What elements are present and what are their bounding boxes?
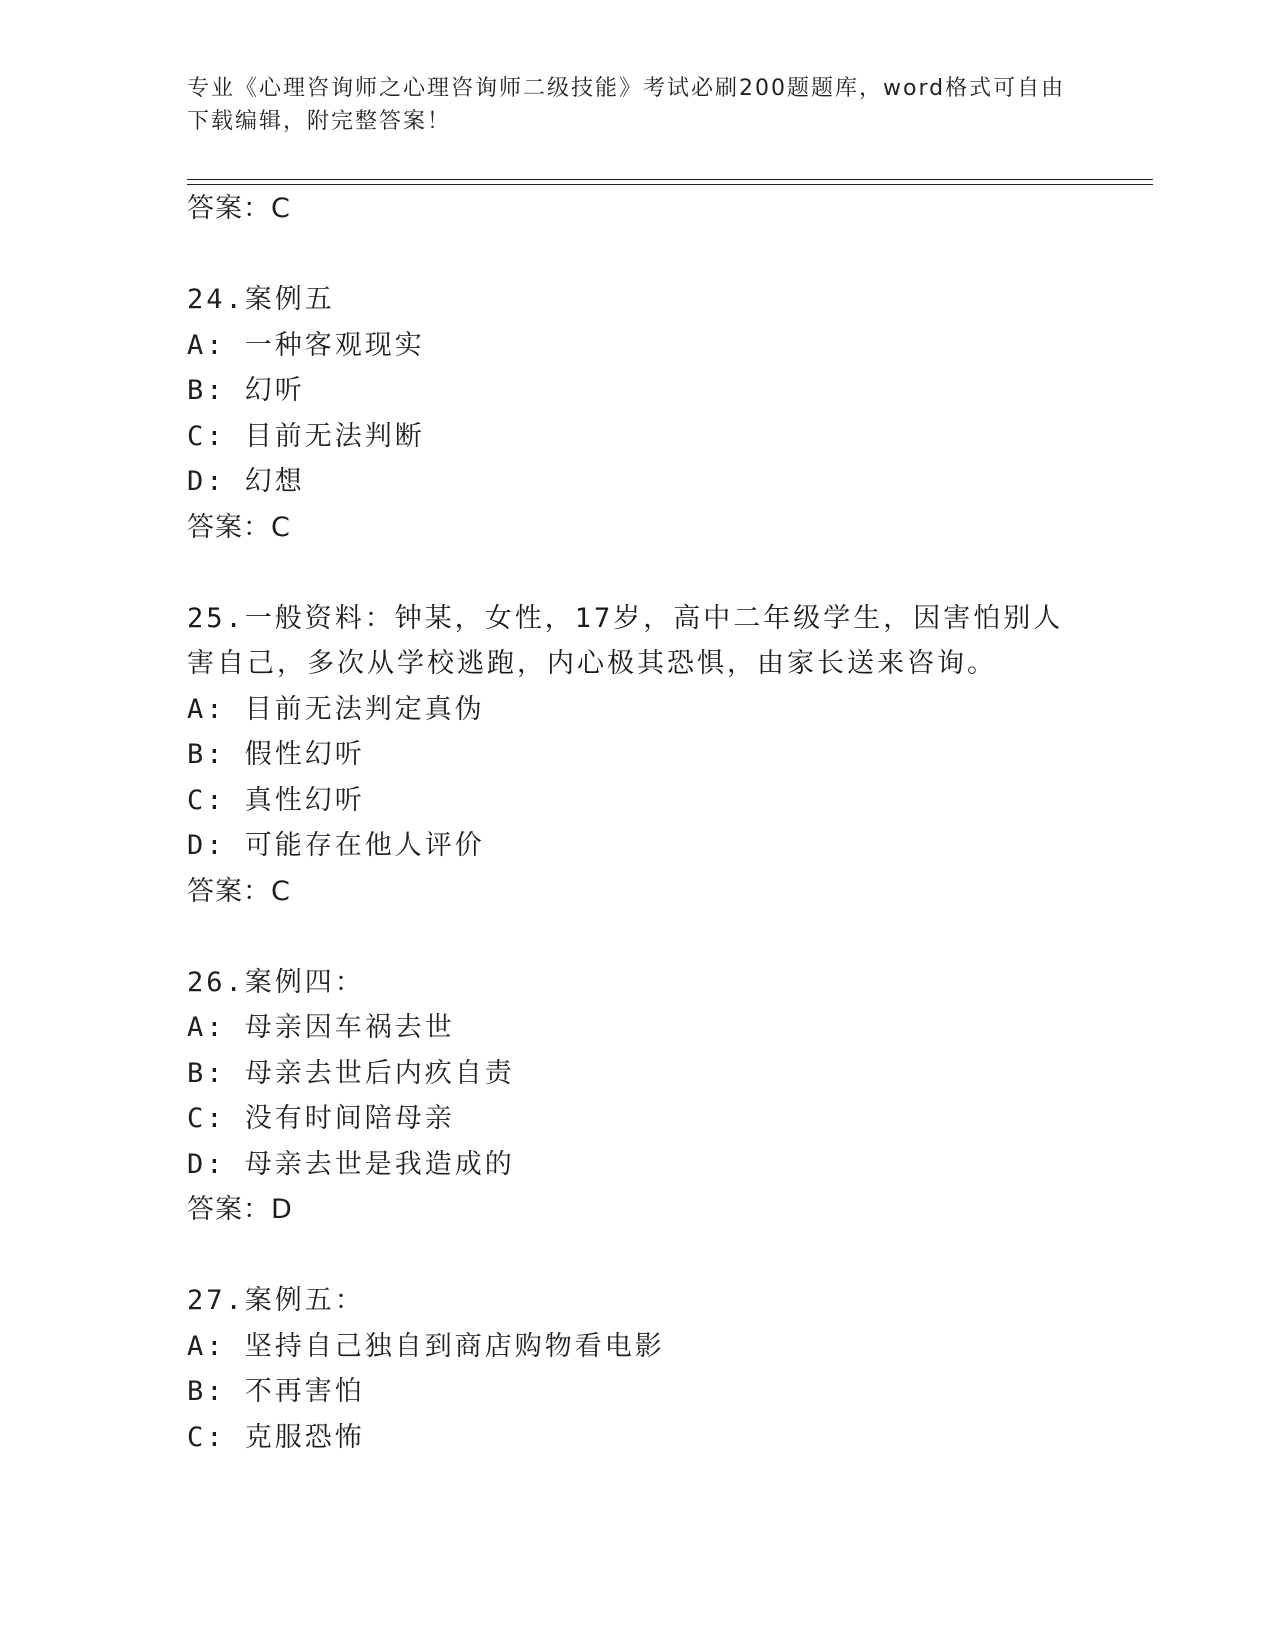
question-title: 26.案例四： <box>187 966 365 998</box>
option-c: C: 目前无法判断 <box>187 420 425 452</box>
question-27 <box>187 1278 1087 1460</box>
answer-line: 答案：C <box>187 511 291 543</box>
spacer <box>187 914 1087 960</box>
option-a: A: 一种客观现实 <box>187 329 425 361</box>
answer-line: 答案：C <box>187 875 291 907</box>
spacer <box>187 550 1087 596</box>
answer-line: 答案：D <box>187 1194 293 1225</box>
question-24 <box>187 277 1087 550</box>
option-b: B: 假性幻听 <box>187 739 365 770</box>
option-c: C: 没有时间陪母亲 <box>187 1103 455 1134</box>
header-rule-bottom <box>187 184 1153 185</box>
document-header: 专业《心理咨询师之心理咨询师二级技能》考试必刷200题题库，word格式可自由下载编辑，附完整答案！ <box>187 76 1066 134</box>
option-d: D: 可能存在他人评价 <box>187 830 485 861</box>
option-b: B: 母亲去世后内疚自责 <box>187 1057 515 1089</box>
question-26 <box>187 960 1087 1233</box>
spacer <box>187 1233 1087 1279</box>
option-c: C: 真性幻听 <box>187 784 365 816</box>
header-rule-top <box>187 179 1153 180</box>
question-title: 24.案例五 <box>187 284 335 315</box>
question-title: 25.一般资料：钟某，女性，17岁，高中二年级学生，因害怕别人害自己，多次从学校逃跑，内心极其恐惧，由家长送来咨询。 <box>187 602 1064 679</box>
option-b: B: 幻听 <box>187 375 305 406</box>
spacer <box>187 232 1087 278</box>
option-a: A: 目前无法判定真伪 <box>187 693 485 725</box>
option-a: A: 坚持自己独自到商店购物看电影 <box>187 1330 665 1362</box>
option-b: B: 不再害怕 <box>187 1376 365 1407</box>
option-a: A: 母亲因车祸去世 <box>187 1012 455 1043</box>
option-d: D: 母亲去世是我造成的 <box>187 1148 515 1180</box>
question-list <box>187 186 1087 1460</box>
answer-line: 答案：C <box>187 193 291 224</box>
question-25 <box>187 596 1087 915</box>
option-c: C: 克服恐怖 <box>187 1421 365 1453</box>
question-title: 27.案例五： <box>187 1285 365 1316</box>
option-d: D: 幻想 <box>187 466 305 497</box>
